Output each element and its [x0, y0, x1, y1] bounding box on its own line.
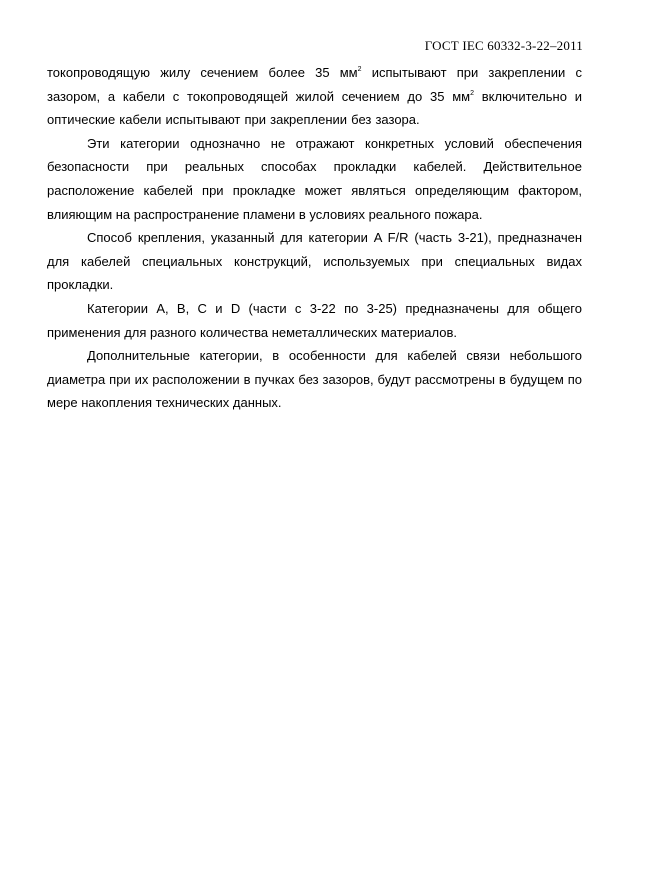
- paragraph-categories-note: Эти категории однозначно не отражают конкретных условий обеспечения безопасности при реальных способах прокладки кабелей. Действительное расположение кабелей при прокладке может являться определяющим фактором, влияющим на распространение пламени в условиях реального пожара.: [47, 135, 582, 222]
- superscript-2: 2: [470, 89, 474, 97]
- paragraph-text: включительно и оптические кабели испытывают при закреплении без зазора.: [47, 88, 582, 128]
- paragraph-text: токопроводящую жилу сечением более 35 мм: [47, 65, 358, 80]
- paragraph-categories-abcd: Категории A, B, C и D (части с 3-22 по 3-25) предназначены для общего применения для разного количества неметаллических материалов.: [47, 300, 582, 340]
- paragraph-mounting-method: Способ крепления, указанный для категории A F/R (часть 3-21), предназначен для кабелей специальных конструкций, используемых при специальных видах прокладки.: [47, 230, 582, 293]
- paragraph-text: испытывают при закреплении с зазором, а кабели с токопроводящей жилой сечением до 35 мм: [47, 65, 582, 104]
- superscript-2: 2: [357, 66, 362, 73]
- document-header: ГОСТ IEC 60332-3-22–2011: [424, 38, 583, 53]
- document-body: [47, 61, 582, 415]
- paragraph-additional-categories: Дополнительные категории, в особенности для кабелей связи небольшого диаметра при их расположении в пучках без зазоров, будут рассмотрены в будущем по мере накопления технических данных.: [47, 348, 582, 411]
- paragraph-continuation: [47, 61, 582, 132]
